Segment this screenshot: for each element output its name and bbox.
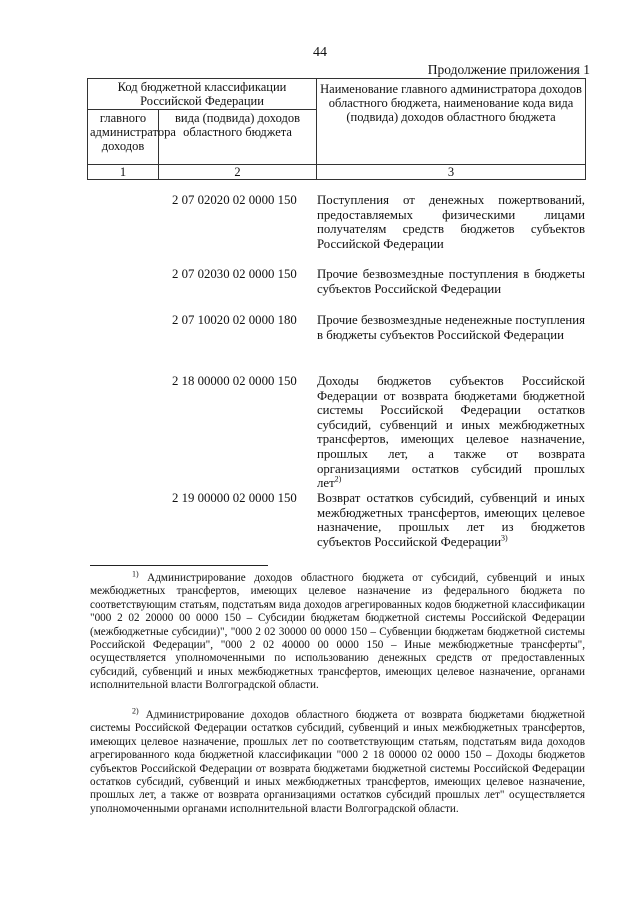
header-admin-column: главного администратора доходов [88, 110, 159, 165]
row-code: 2 07 10020 02 0000 180 [172, 313, 297, 327]
header-code-column: вида (подвида) доходов областного бюджета [159, 110, 317, 165]
column-number-3: 3 [317, 165, 586, 180]
row-code: 2 18 00000 02 0000 150 [172, 374, 297, 388]
footnote-1: $^{1)}$ Администрирование доходов областного бюджета от субсидий, субвенций и иных межбюджетных трансфертов, имеющих целевое назначение из федерального бюджета по соответствующим статьям, подстатьям вида доходов агрегированных кодов бюджетной классификации "000 2 02 20000 00 0000 150 – Субсидии бюджетам бюджетной системы Российской Федерации (межбюджетные субсидии)", "000 2 02 30000 00 0000 150 – Субвенции бюджетам бюджетной системы Российской Федерации", "000 2 02 40000 00 0000 150 – Иные межбюджетные трансферты", осуществляется уполномоченными по использованию денежных средств от предоставленных субсидий, субвенций и иных межбюджетных трансфертов, имеющих целевое назначение, органами исполнительной власти Волгоградской области. [90, 569, 585, 692]
footnote-mark: 1) [132, 569, 139, 579]
column-number-2: 2 [159, 165, 317, 180]
row-name: Возврат остатков субсидий, субвенций и иных межбюджетных трансфертов, имеющих целевое назначение, прошлых лет из бюджетов субъектов Российской Федерации$^{3)}$ [317, 491, 585, 549]
footnote-2: $^{2)}$ Администрирование доходов областного бюджета от возврата бюджетами бюджетной системы Российской Федерации остатков субсидий, субвенций и иных межбюджетных трансфертов, имеющих целевое назначение, прошлых лет по соответствующим статьям, подстатьям вида доходов агрегированного кода бюджетной классификации "000 2 18 00000 02 0000 150 – Доходы бюджетов субъектов Российской Федерации от возврата бюджетами бюджетной системы Российской Федерации остатков субсидий, субвенций и иных межбюджетных трансфертов, имеющих целевое назначение, прошлых лет, а также от возврата организациями остатков субсидий прошлых лет" осуществляется уполномоченными органами исполнительной власти Волгоградской области. [90, 706, 585, 815]
footnote-ref: 2) [334, 474, 342, 484]
page-number: 44 [313, 45, 327, 60]
row-code: 2 19 00000 02 0000 150 [172, 491, 297, 505]
header-group-title: Код бюджетной классификации Российской Федерации [88, 79, 317, 110]
footnote-ref: 3) [501, 533, 508, 543]
row-name: Доходы бюджетов субъектов Российской Федерации от возврата бюджетами бюджетной системы Российской Федерации остатков субсидий, субвенций и иных межбюджетных трансфертов, имеющих целевое назначение, прошлых лет, а также от возврата организациями остатков субсидий прошлых лет$^{2)}$ [317, 374, 585, 491]
header-name-column: Наименование главного администратора доходов областного бюджета, наименование кода вида (подвида) доходов областного бюджета [317, 79, 586, 165]
row-code: 2 07 02020 02 0000 150 [172, 193, 297, 207]
column-number-1: 1 [88, 165, 159, 180]
row-code: 2 07 02030 02 0000 150 [172, 267, 297, 281]
footnote-separator [90, 565, 268, 566]
footnote-mark: 2) [132, 706, 139, 716]
continuation-label: Продолжение приложения 1 [427, 62, 590, 77]
row-name: Прочие безвозмездные неденежные поступления в бюджеты субъектов Российской Федерации [317, 313, 585, 342]
row-name: Прочие безвозмездные поступления в бюджеты субъектов Российской Федерации [317, 267, 585, 296]
row-name: Поступления от денежных пожертвований, предоставляемых физическими лицами получателям средств бюджетов субъектов Российской Федерации [317, 193, 585, 251]
table-header [87, 78, 586, 180]
